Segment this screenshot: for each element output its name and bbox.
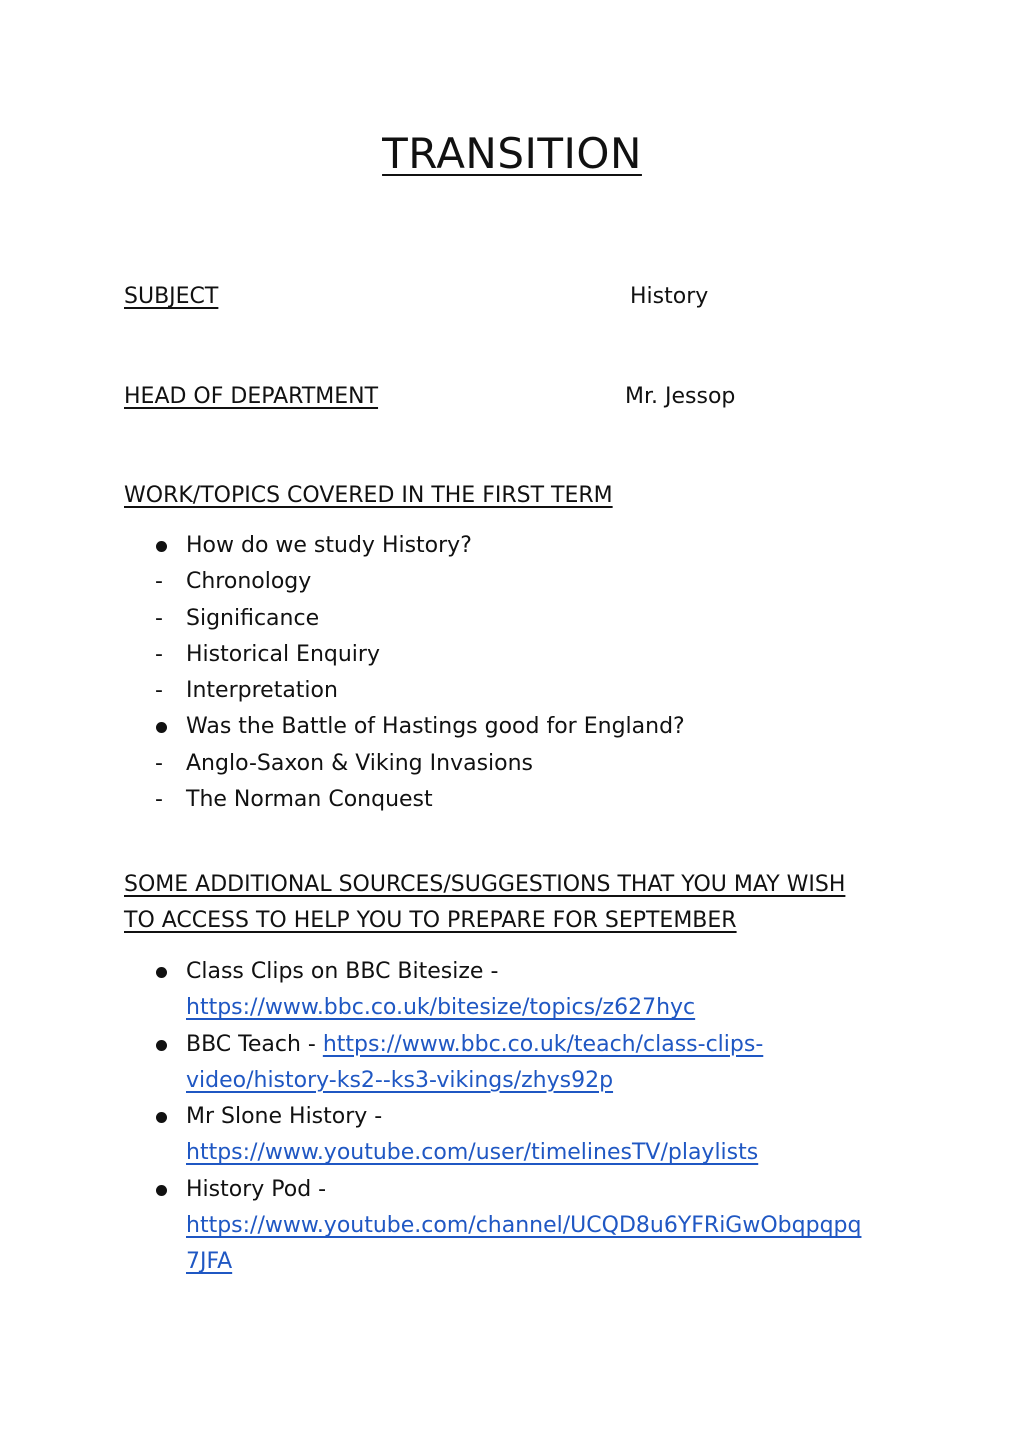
topic-sub-item (124, 782, 924, 818)
topic-sub-item-text: Interpretation (186, 678, 338, 704)
dash-icon: - (155, 678, 163, 704)
topic-sub-item-text: Anglo-Saxon & Viking Invasions (186, 750, 534, 776)
page-title (0, 128, 1024, 180)
resource-item (124, 1172, 924, 1281)
bullet-icon (156, 722, 167, 733)
resource-label: Mr Slone History - (186, 1104, 383, 1130)
dash-icon: - (155, 750, 163, 776)
topic-sub-list (124, 746, 924, 819)
bullet-icon (156, 967, 167, 978)
head-of-department-label: HEAD OF DEPARTMENT (124, 384, 379, 409)
resource-item (124, 1099, 924, 1172)
topic-sub-list (124, 564, 924, 709)
dash-icon: - (155, 787, 163, 813)
resource-item (124, 954, 924, 1027)
topics-heading (124, 478, 904, 514)
resource-link[interactable]: https://www.bbc.co.uk/teach/class-clips- (322, 1031, 764, 1057)
bullet-icon (156, 541, 167, 552)
topic-item-text: How do we study History? (186, 533, 472, 558)
topics-list (124, 528, 924, 818)
dash-icon: - (155, 569, 163, 595)
resource-label: History Pod - (186, 1176, 327, 1202)
resources-heading-line2: TO ACCESS TO HELP YOU TO PREPARE FOR SEPTEMBER (124, 908, 737, 933)
page-title-text: TRANSITION (382, 129, 642, 178)
resource-link-continued[interactable]: 7JFA (186, 1249, 233, 1275)
resources-heading-line1: SOME ADDITIONAL SOURCES/SUGGESTIONS THAT YOU MAY WISH (124, 872, 846, 897)
subject-label: SUBJECT (124, 284, 219, 309)
dash-icon: - (155, 641, 163, 667)
head-of-department-value: Mr. Jessop (625, 384, 736, 409)
topic-item-text: Was the Battle of Hastings good for England? (186, 714, 685, 740)
dash-icon: - (155, 605, 163, 631)
topic-item (124, 528, 924, 564)
resources-list (124, 954, 924, 1281)
topic-sub-item (124, 746, 924, 782)
bullet-icon (156, 1112, 167, 1123)
topic-sub-item-text: The Norman Conquest (186, 787, 433, 813)
resource-link-continued[interactable]: video/history-ks2--ks3-vikings/zhys92p (186, 1067, 614, 1093)
resource-label: BBC Teach - (186, 1031, 316, 1057)
topic-sub-item-text: Chronology (186, 569, 312, 595)
resource-label: Class Clips on BBC Bitesize - (186, 959, 499, 984)
topic-sub-item (124, 637, 924, 673)
bullet-icon (156, 1185, 167, 1196)
topics-heading-text: WORK/TOPICS COVERED IN THE FIRST TERM (124, 483, 613, 508)
resource-item (124, 1027, 924, 1100)
resource-link[interactable]: https://www.youtube.com/channel/UCQD8u6YFRiGwObqpqpq (186, 1213, 862, 1239)
topic-sub-item (124, 564, 924, 600)
topic-sub-item-text: Historical Enquiry (186, 641, 380, 667)
resource-link[interactable]: https://www.bbc.co.uk/bitesize/topics/z627hyc (186, 995, 696, 1021)
bullet-icon (156, 1040, 167, 1051)
topic-sub-item (124, 673, 924, 709)
subject-value: History (630, 284, 709, 309)
resource-link[interactable]: https://www.youtube.com/user/timelinesTV/playlists (186, 1140, 759, 1166)
topic-sub-item-text: Significance (186, 605, 320, 631)
topic-item (124, 709, 924, 745)
topic-sub-item (124, 601, 924, 637)
resources-heading (124, 867, 904, 939)
